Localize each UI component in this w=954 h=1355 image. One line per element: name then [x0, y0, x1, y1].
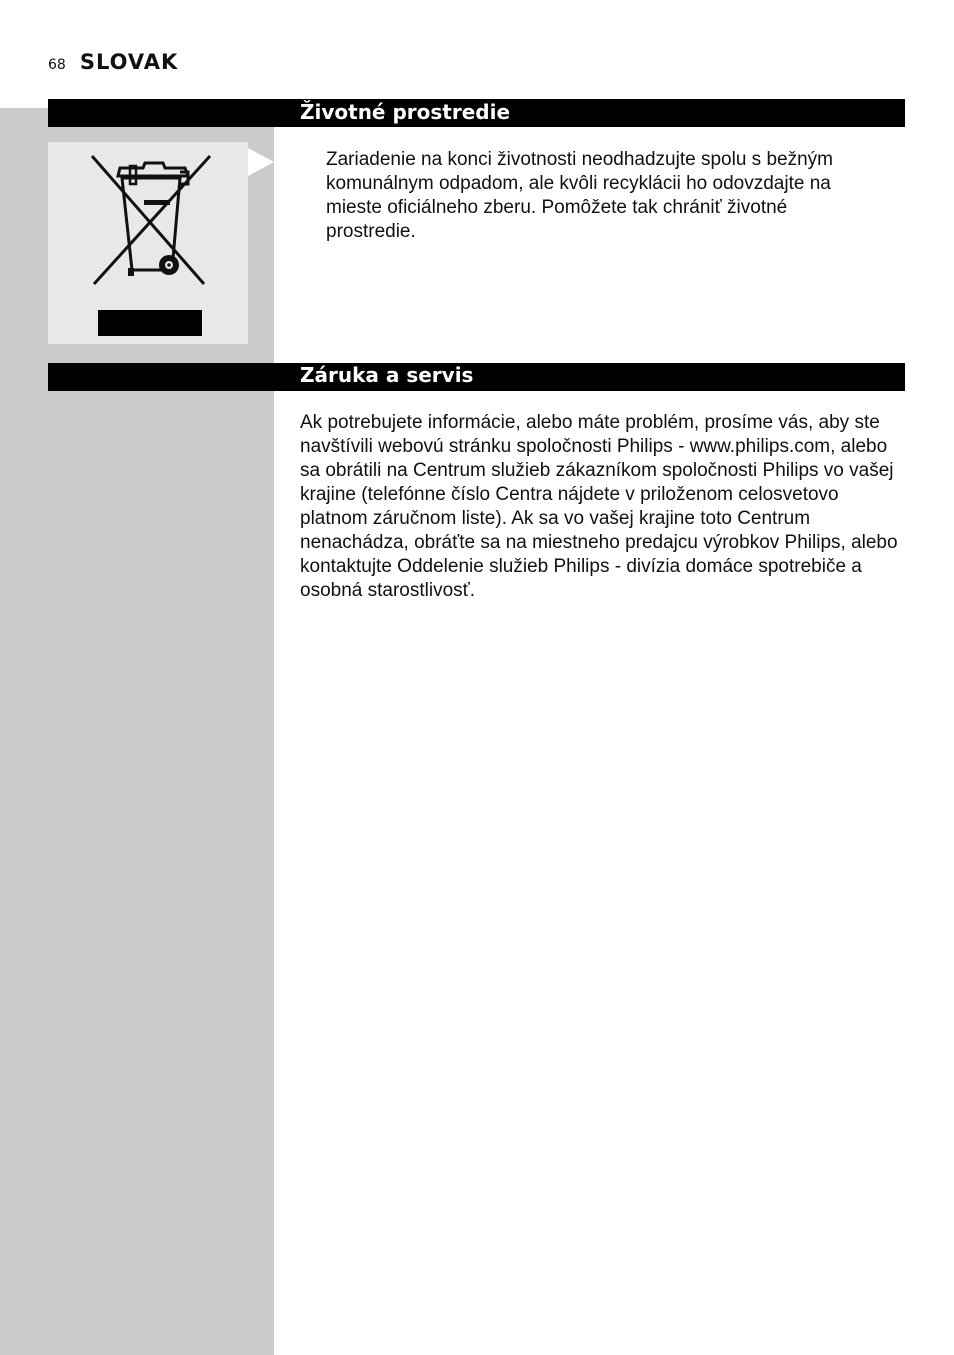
heading-warranty: Záruka a servis	[300, 363, 474, 387]
heading-bar-environment	[48, 99, 905, 127]
heading-bar-warranty	[48, 363, 905, 391]
paragraph-environment: Zariadenie na konci životnosti neodhadzujte spolu s bežným komunálnym odpadom, ale kvôli recyklácii ho odovzdajte na mieste oficiálneho zberu. Pomôžete tak chrániť životné prostredie.	[326, 149, 833, 242]
heading-environment: Životné prostredie	[300, 100, 511, 124]
page-number: 68	[48, 57, 66, 73]
paragraph-warranty-part1: Ak potrebujete informácie, alebo máte problém, prosíme vás, aby ste navštívili webovú stránku spoločnosti Philips -	[300, 412, 880, 457]
figure-weee	[48, 142, 248, 344]
figure-pointer	[248, 148, 274, 176]
paragraph-warranty	[300, 411, 900, 603]
language-section-title: SLOVAK	[79, 50, 179, 74]
crossed-out-wheelie-bin-icon	[48, 142, 248, 344]
page-header	[48, 50, 178, 78]
philips-website-link[interactable]: www.philips.com	[689, 436, 831, 457]
paragraph-warranty-part2: , alebo sa obrátili na Centrum služieb zákazníkom spoločnosti Philips vo vašej krajine (telefónne číslo Centra nájdete v priloženom celosvetovo platnom záručnom liste). Ak sa vo vašej krajine toto Centrum nenachádza, obráťte sa na miestneho predajcu výrobkov Philips, alebo kontaktujte Oddelenie služieb Philips - divízia domáce spotrebiče a osobná starostlivosť.	[300, 436, 898, 601]
